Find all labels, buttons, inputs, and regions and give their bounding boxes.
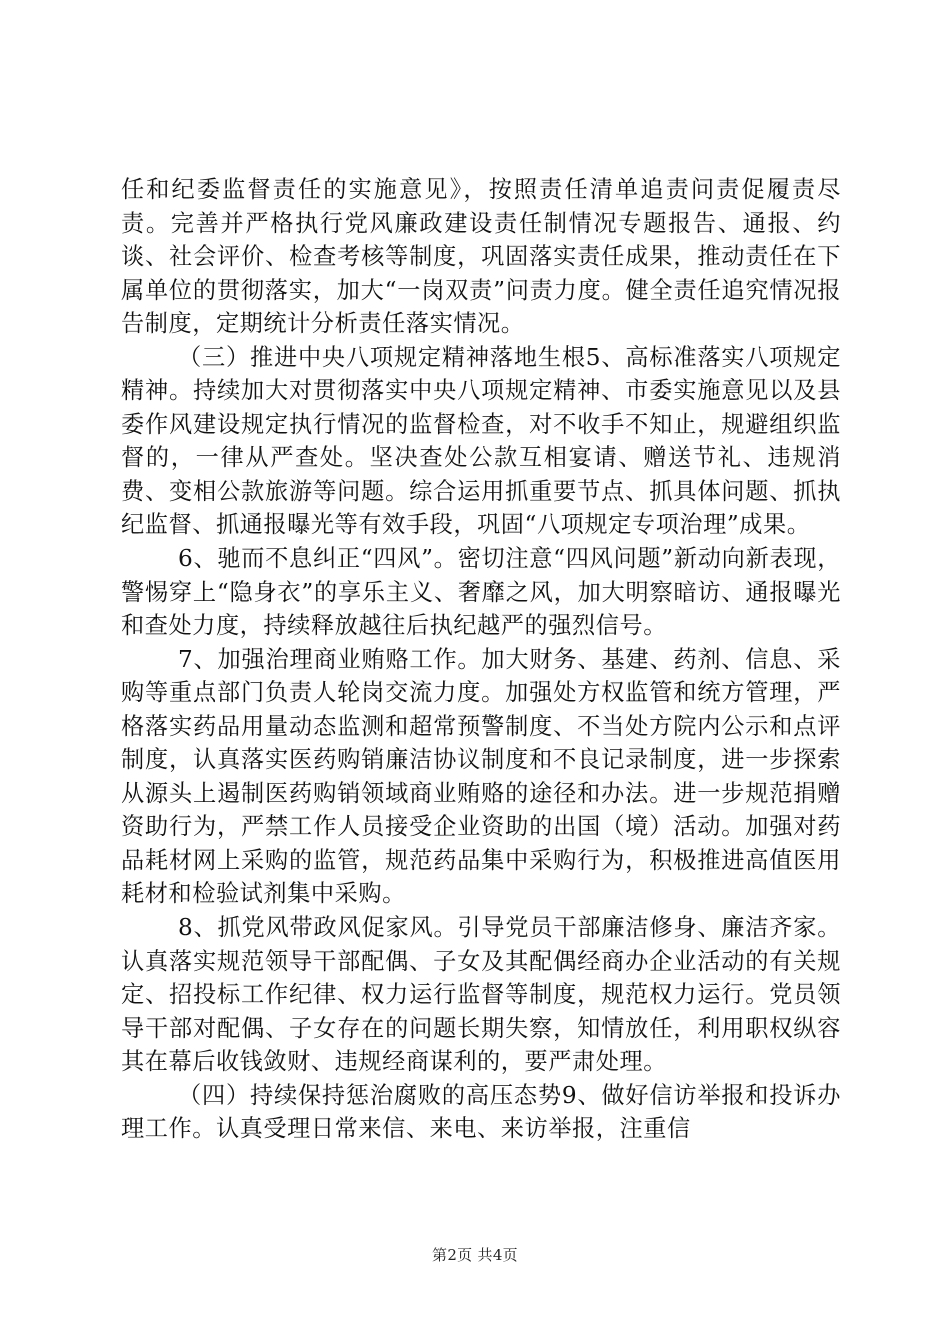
paragraph-6: （四）持续保持惩治腐败的高压态势9、做好信访举报和投诉办理工作。认真受理日常来信、来电、来访举报，注重信 bbox=[121, 1081, 841, 1143]
paragraph-2: （三）推进中央八项规定精神落地生根5、高标准落实八项规定精神。持续加大对贯彻落实中央八项规定精神、市委实施意见以及县委作风建设规定执行情况的监督检查，对不收手不知止，规避组织监督的，一律从严查处。坚决查处公款互相宴请、赠送节礼、违规消费、变相公款旅游等问题。综合运用抓重要节点、抓具体问题、抓执纪监督、抓通报曝光等有效手段，巩固“八项规定专项治理”成果。 bbox=[121, 343, 841, 539]
page-footer: 第2页 共4页 bbox=[432, 1246, 518, 1264]
paragraph-1: 任和纪委监督责任的实施意见》，按照责任清单追责问责促履责尽责。完善并严格执行党风廉政建设责任制情况专题报告、通报、约谈、社会评价、检查考核等制度，巩固落实责任成果，推动责任在下属单位的贯彻落实，加大“一岗双责”问责力度。健全责任追究情况报告制度，定期统计分析责任落实情况。 bbox=[121, 176, 841, 338]
paragraph-5: 8、抓党风带政风促家风。引导党员干部廉洁修身、廉洁齐家。认真落实规范领导干部配偶、子女及其配偶经商办企业活动的有关规定、招投标工作纪律、权力运行监督等制度，规范权力运行。党员领导干部对配偶、子女存在的问题长期失察，知情放任，利用职权纵容其在幕后收钱敛财、违规经商谋利的，要严肃处理。 bbox=[121, 914, 841, 1076]
paragraph-3: 6、驰而不息纠正“四风”。密切注意“四风问题”新动向新表现，警惕穿上“隐身衣”的享乐主义、奢靡之风，加大明察暗访、通报曝光和查处力度，持续释放越往后执纪越严的强烈信号。 bbox=[121, 545, 841, 640]
paragraph-4: 7、加强治理商业贿赂工作。加大财务、基建、药剂、信息、采购等重点部门负责人轮岗交流力度。加强处方权监管和统方管理，严格落实药品用量动态监测和超常预警制度、不当处方院内公示和点评制度，认真落实医药购销廉洁协议制度和不良记录制度，进一步探索从源头上遏制医药购销领域商业贿赂的途径和办法。进一步规范捐赠资助行为，严禁工作人员接受企业资助的出国（境）活动。加强对药品耗材网上采购的监管，规范药品集中采购行为，积极推进高值医用耗材和检验试剂集中采购。 bbox=[121, 645, 841, 908]
document-body bbox=[121, 173, 841, 1146]
